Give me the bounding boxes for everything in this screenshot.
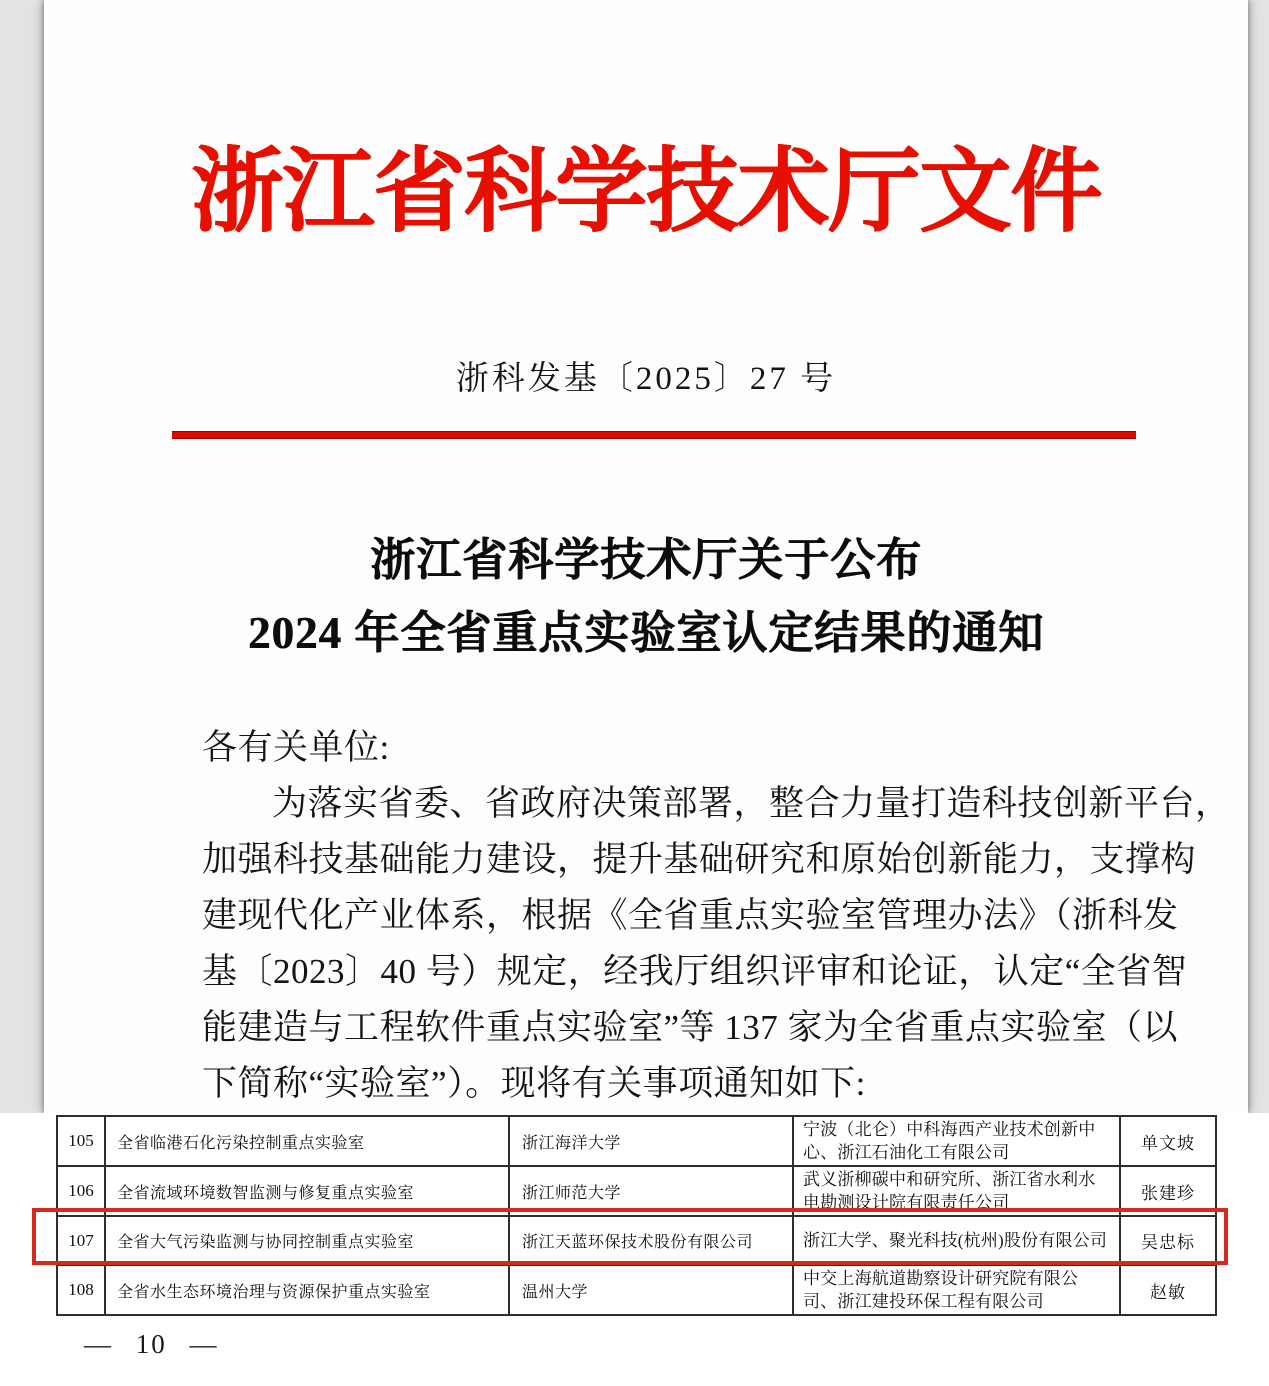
body-line-2: 加强科技基础能力建设，提升基础研究和原始创新能力，支撑构 [202,840,1197,879]
host-org-cell: 浙江师范大学 [509,1166,793,1216]
body-paragraph [202,720,1231,1112]
lab-name-cell: 全省水生态环境治理与资源保护重点实验室 [105,1265,509,1315]
host-org-cell: 浙江天蓝环保技术股份有限公司 [509,1216,793,1265]
notice-title [44,524,1248,670]
row-number-cell: 105 [57,1116,105,1166]
lab-name-cell: 全省流域环境数智监测与修复重点实验室 [105,1166,509,1216]
letterhead-title: 浙江省科学技术厅文件 [190,141,1101,243]
director-cell: 赵敏 [1120,1265,1216,1315]
lab-name-cell: 全省临港石化污染控制重点实验室 [105,1116,509,1166]
notice-title-line1: 浙江省科学技术厅关于公布 [369,535,922,585]
body-line-4: 基〔2023〕40 号）规定，经我厅组织评审和论证，认定“全省智 [202,952,1188,991]
row-number-cell: 107 [57,1216,105,1265]
table-row-108 [57,1265,1216,1315]
partner-orgs-cell: 浙江大学、聚光科技(杭州)股份有限公司 [793,1216,1120,1265]
table-row-105 [57,1116,1216,1166]
row-number-cell: 106 [57,1166,105,1216]
partner-orgs-cell: 中交上海航道勘察设计研究院有限公司、浙江建投环保工程有限公司 [793,1265,1120,1315]
partner-orgs-cell: 宁波（北仑）中科海西产业技术创新中心、浙江石油化工有限公司 [793,1116,1120,1166]
row-number-cell: 108 [57,1265,105,1315]
red-divider-line [172,431,1136,439]
labs-table [56,1115,1217,1316]
lab-name-cell: 全省大气污染监测与协同控制重点实验室 [105,1216,509,1265]
document-number: 浙科发基〔2025〕27 号 [455,361,837,397]
body-line-6: 下简称“实验室”）。现将有关事项通知如下: [202,1064,866,1103]
body-line-1: 为落实省委、省政府决策部署，整合力量打造科技创新平台， [272,784,1231,823]
director-cell: 单文坡 [1120,1116,1216,1166]
notice-title-line2: 2024 年全省重点实验室认定结果的通知 [247,608,1045,658]
partner-orgs-cell: 武义浙柳碳中和研究所、浙江省水利水电勘测设计院有限责任公司 [793,1166,1120,1216]
director-cell: 张建珍 [1120,1166,1216,1216]
salutation: 各有关单位: [202,728,390,767]
body-line-3: 建现代化产业体系，根据《全省重点实验室管理办法》（浙科发 [202,896,1179,935]
director-cell: 吴忠标 [1120,1216,1216,1265]
table-page-section [0,1113,1269,1386]
body-line-5: 能建造与工程软件重点实验室”等 137 家为全省重点实验室（以 [202,1008,1179,1047]
host-org-cell: 温州大学 [509,1265,793,1315]
document-page [44,0,1248,1113]
page-number: — 10 — [84,1329,219,1359]
table-row-107-highlighted [57,1216,1216,1265]
host-org-cell: 浙江海洋大学 [509,1116,793,1166]
table-row-106 [57,1166,1216,1216]
